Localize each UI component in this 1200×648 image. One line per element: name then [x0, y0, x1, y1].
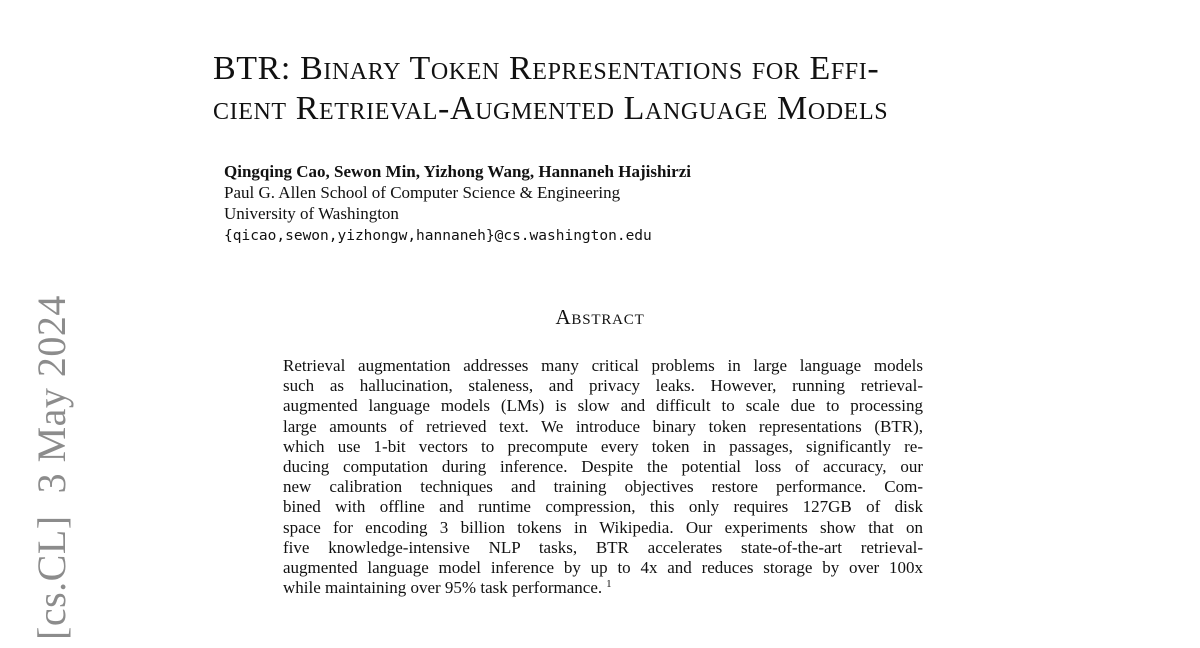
abstract-heading: Abstract: [555, 305, 645, 329]
affiliation-school: Paul G. Allen School of Computer Science & Engineering: [224, 183, 621, 202]
abstract-line: Retrieval augmentation addresses many critical problems in large language models: [283, 356, 923, 375]
abstract-line: large amounts of retrieved text. We introduce binary token representations (BTR),: [283, 416, 923, 436]
arxiv-category: [cs.CL]: [29, 515, 74, 640]
author-block: [224, 161, 691, 247]
abstract-body: [283, 356, 923, 598]
abstract-line-text: while maintaining over 95% task performance.: [283, 578, 603, 598]
author-names: Qingqing Cao, Sewon Min, Yizhong Wang, Hannaneh Hajishirzi: [224, 162, 691, 181]
abstract-line: augmented language models (LMs) is slow and difficult to scale due to processing: [283, 396, 923, 416]
arxiv-side-stamp: [28, 295, 75, 640]
abstract-line: bined with offline and runtime compression, this only requires 127GB of disk: [283, 497, 923, 517]
paper-title: [213, 49, 1013, 129]
footnote-marker[interactable]: 1: [606, 577, 612, 590]
paper-title-line-2: cient Retrieval-Augmented Language Models: [213, 90, 889, 127]
arxiv-date: 3 May 2024: [29, 295, 74, 494]
abstract-line: which use 1-bit vectors to precompute every token in passages, significantly re-: [283, 436, 923, 456]
abstract-line: ducing computation during inference. Despite the potential loss of accuracy, our: [283, 457, 923, 477]
abstract-line: such as hallucination, staleness, and privacy leaks. However, running retrieval-: [283, 376, 923, 396]
author-emails: {qicao,sewon,yizhongw,hannaneh}@cs.washington.edu: [224, 228, 652, 244]
abstract-line: space for encoding 3 billion tokens in Wikipedia. Our experiments show that on: [283, 517, 923, 537]
abstract-line: augmented language model inference by up to 4x and reduces storage by over 100x: [283, 558, 923, 578]
abstract-last-line: [283, 578, 923, 598]
affiliation-university: University of Washington: [224, 204, 399, 223]
abstract-line: new calibration techniques and training objectives restore performance. Com-: [283, 477, 923, 497]
abstract-line: five knowledge-intensive NLP tasks, BTR accelerates state-of-the-art retrieval-: [283, 537, 923, 557]
paper-title-line-1: BTR: Binary Token Representations for Effi-: [213, 50, 880, 87]
